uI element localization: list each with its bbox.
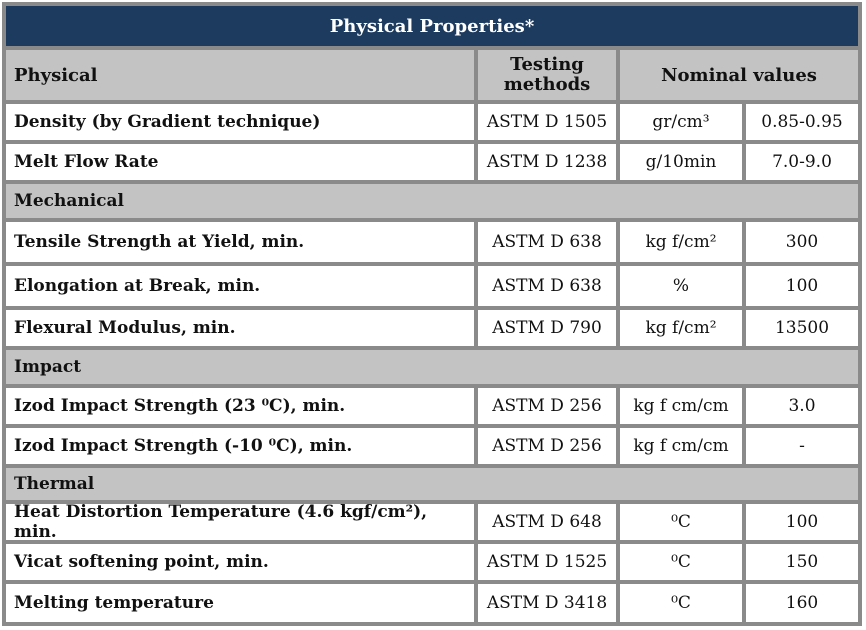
row-izod23-value: 3.0 (746, 388, 858, 424)
row-izod23-unit: kg f cm/cm (620, 388, 742, 424)
row-mfr-method: ASTM D 1238 (478, 144, 616, 180)
row-tensile-value: 300 (746, 222, 858, 262)
row-hdt-value: 100 (746, 504, 858, 540)
row-izod23-method: ASTM D 256 (478, 388, 616, 424)
row-elongation-unit: % (620, 266, 742, 306)
header-testing-methods (478, 50, 616, 100)
row-flexural-unit: kg f/cm² (620, 310, 742, 346)
row-izod-10-value: - (746, 428, 858, 464)
section-mechanical: Mechanical (6, 184, 858, 218)
row-vicat-method: ASTM D 1525 (478, 544, 616, 580)
header-testing-line1: Testing (510, 54, 584, 75)
row-melting-value: 160 (746, 584, 858, 622)
row-mfr-property: Melt Flow Rate (6, 144, 474, 180)
table-title-text: Physical Properties* (329, 15, 535, 37)
row-density-unit: gr/cm³ (620, 104, 742, 140)
row-tensile-unit: kg f/cm² (620, 222, 742, 262)
header-testing-line2: methods (503, 74, 591, 95)
row-vicat-unit: ⁰C (620, 544, 742, 580)
table-title (6, 6, 858, 46)
row-hdt-unit: ⁰C (620, 504, 742, 540)
row-mfr-value: 7.0-9.0 (746, 144, 858, 180)
row-melting-unit: ⁰C (620, 584, 742, 622)
header-nominal-values: Nominal values (620, 50, 858, 100)
row-tensile-property: Tensile Strength at Yield, min. (6, 222, 474, 262)
row-hdt-property: Heat Distortion Temperature (4.6 kgf/cm²), min. (6, 504, 474, 540)
row-izod-10-method: ASTM D 256 (478, 428, 616, 464)
row-melting-method: ASTM D 3418 (478, 584, 616, 622)
section-impact: Impact (6, 350, 858, 384)
row-elongation-value: 100 (746, 266, 858, 306)
row-izod-10-property: Izod Impact Strength (-10 ⁰C), min. (6, 428, 474, 464)
row-elongation-property: Elongation at Break, min. (6, 266, 474, 306)
row-mfr-unit: g/10min (620, 144, 742, 180)
row-izod23-property: Izod Impact Strength (23 ⁰C), min. (6, 388, 474, 424)
row-density-method: ASTM D 1505 (478, 104, 616, 140)
properties-table (2, 2, 862, 626)
row-vicat-value: 150 (746, 544, 858, 580)
row-density-value: 0.85-0.95 (746, 104, 858, 140)
row-hdt-method: ASTM D 648 (478, 504, 616, 540)
row-izod-10-unit: kg f cm/cm (620, 428, 742, 464)
header-physical: Physical (6, 50, 474, 100)
row-flexural-property: Flexural Modulus, min. (6, 310, 474, 346)
row-flexural-value: 13500 (746, 310, 858, 346)
row-vicat-property: Vicat softening point, min. (6, 544, 474, 580)
row-tensile-method: ASTM D 638 (478, 222, 616, 262)
section-thermal: Thermal (6, 468, 858, 500)
row-density-property: Density (by Gradient technique) (6, 104, 474, 140)
row-melting-property: Melting temperature (6, 584, 474, 622)
row-elongation-method: ASTM D 638 (478, 266, 616, 306)
row-flexural-method: ASTM D 790 (478, 310, 616, 346)
